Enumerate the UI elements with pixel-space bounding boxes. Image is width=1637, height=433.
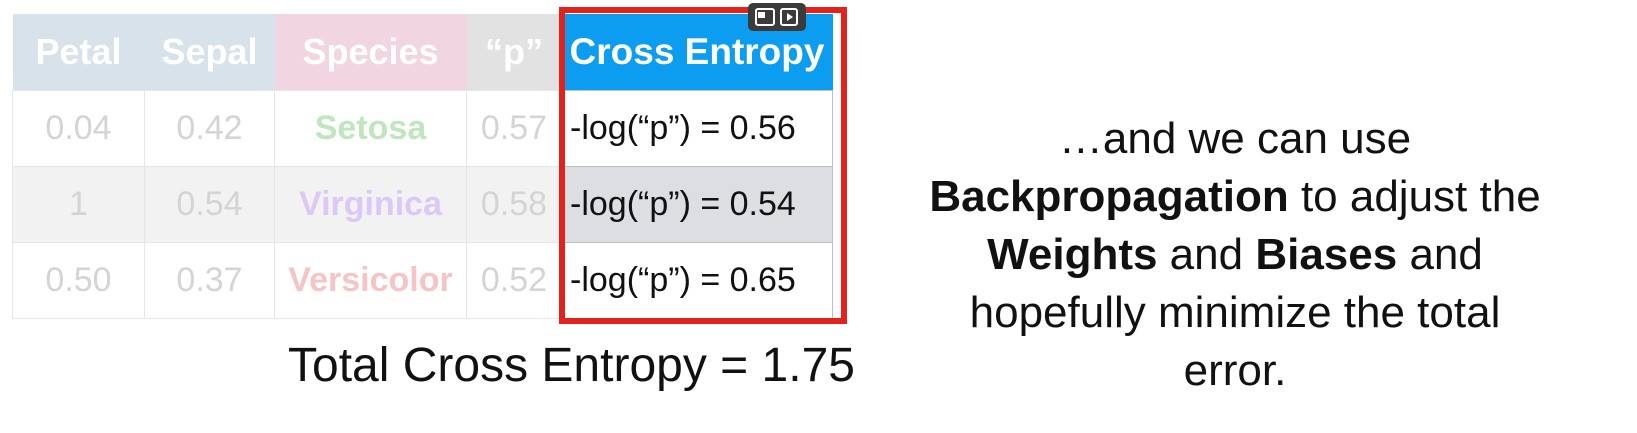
video-controls-overlay [748,3,806,31]
petal-cell: 1 [13,166,145,242]
sepal-cell: 0.42 [145,90,275,166]
cross-entropy-cell: -log(“p”) = 0.56 [562,90,833,166]
caption-weights: Weights [987,230,1158,279]
video-play-icon[interactable] [780,8,800,26]
caption-part: and [1157,230,1256,279]
species-cell: Setosa [275,90,467,166]
cross-entropy-cell: -log(“p”) = 0.65 [562,242,833,318]
cross-entropy-table [12,14,833,319]
caption-text [915,110,1555,400]
header-p: “p” [467,14,562,90]
header-petal: Petal [13,14,145,90]
petal-cell: 0.50 [13,242,145,318]
total-cross-entropy: Total Cross Entropy = 1.75 [288,339,855,392]
header-cross-entropy: Cross Entropy [562,14,833,90]
p-cell: 0.57 [467,90,562,166]
sepal-cell: 0.54 [145,166,275,242]
caption-part: …and we can use [1058,114,1412,163]
table-row [13,90,833,166]
picture-in-picture-icon[interactable] [755,8,775,26]
cross-entropy-cell: -log(“p”) = 0.54 [562,166,833,242]
caption-biases: Biases [1255,230,1398,279]
p-cell: 0.52 [467,242,562,318]
petal-cell: 0.04 [13,90,145,166]
table-header-row [13,14,833,90]
table-row [13,166,833,242]
table-row [13,242,833,318]
header-sepal: Sepal [145,14,275,90]
caption-part: to adjust the [1288,172,1541,221]
species-cell: Virginica [275,166,467,242]
caption-part: and hopefully minimize the total error. [969,230,1501,395]
header-species: Species [275,14,467,90]
species-cell: Versicolor [275,242,467,318]
sepal-cell: 0.37 [145,242,275,318]
caption-backprop: Backpropagation [929,172,1289,221]
p-cell: 0.58 [467,166,562,242]
